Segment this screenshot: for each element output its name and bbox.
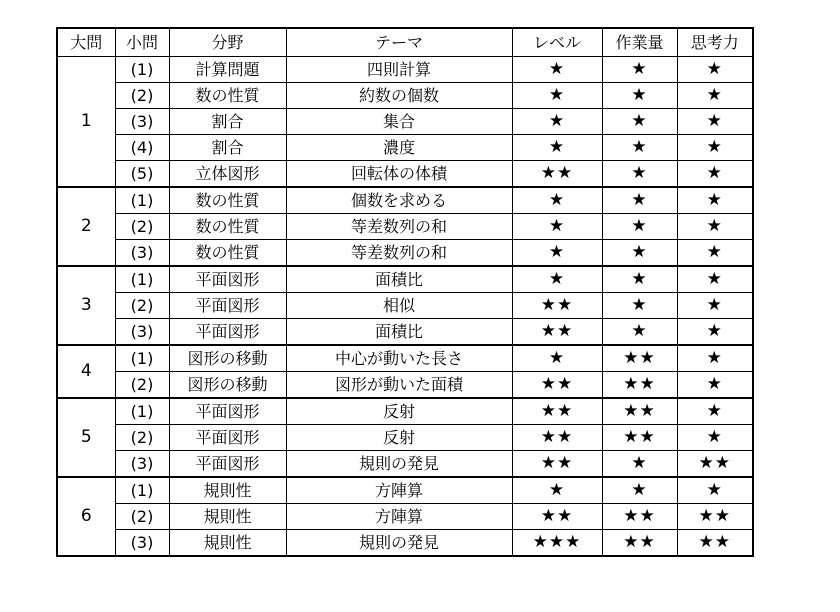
sub-question-cell: (2): [115, 504, 169, 530]
theme-cell: 規則の発見: [286, 451, 512, 478]
field-cell: 計算問題: [169, 57, 286, 83]
level-rating: ★: [512, 83, 602, 109]
theme-cell: 個数を求める: [286, 187, 512, 214]
thinking-rating: ★: [677, 187, 753, 214]
theme-cell: 面積比: [286, 319, 512, 346]
sub-question-cell: (3): [115, 319, 169, 346]
thinking-rating: ★: [677, 425, 753, 451]
workload-rating: ★: [602, 451, 677, 478]
sub-question-cell: (1): [115, 187, 169, 214]
sub-question-cell: (5): [115, 161, 169, 188]
level-rating: ★★: [512, 451, 602, 478]
workload-rating: ★★: [602, 372, 677, 399]
field-cell: 図形の移動: [169, 345, 286, 372]
theme-cell: 回転体の体積: [286, 161, 512, 188]
workload-rating: ★: [602, 240, 677, 267]
field-cell: 数の性質: [169, 83, 286, 109]
theme-cell: 四則計算: [286, 57, 512, 83]
thinking-rating: ★: [677, 161, 753, 188]
theme-cell: 等差数列の和: [286, 240, 512, 267]
thinking-rating: ★: [677, 477, 753, 504]
thinking-rating: ★: [677, 293, 753, 319]
theme-cell: 面積比: [286, 266, 512, 293]
table-row: [57, 398, 753, 425]
header-daimon: 大問: [57, 28, 115, 57]
level-rating: ★: [512, 266, 602, 293]
major-question-cell: 5: [57, 398, 115, 477]
sub-question-cell: (3): [115, 530, 169, 557]
field-cell: 平面図形: [169, 293, 286, 319]
workload-rating: ★: [602, 57, 677, 83]
table-row: [57, 504, 753, 530]
sub-question-cell: (3): [115, 451, 169, 478]
theme-cell: 相似: [286, 293, 512, 319]
field-cell: 数の性質: [169, 214, 286, 240]
table-row: [57, 477, 753, 504]
sub-question-cell: (2): [115, 425, 169, 451]
field-cell: 平面図形: [169, 425, 286, 451]
thinking-rating: ★★: [677, 451, 753, 478]
workload-rating: ★: [602, 293, 677, 319]
level-rating: ★★: [512, 161, 602, 188]
sub-question-cell: (3): [115, 109, 169, 135]
table-row: [57, 451, 753, 478]
thinking-rating: ★: [677, 214, 753, 240]
field-cell: 平面図形: [169, 266, 286, 293]
workload-rating: ★: [602, 319, 677, 346]
theme-cell: 反射: [286, 425, 512, 451]
field-cell: 数の性質: [169, 187, 286, 214]
table-row: [57, 109, 753, 135]
table-row: [57, 530, 753, 557]
level-rating: ★★: [512, 425, 602, 451]
header-shomon: 小問: [115, 28, 169, 57]
level-rating: ★: [512, 135, 602, 161]
level-rating: ★: [512, 57, 602, 83]
table-row: [57, 345, 753, 372]
table-body: [57, 57, 753, 557]
level-rating: ★★: [512, 319, 602, 346]
table-row: [57, 240, 753, 267]
field-cell: 平面図形: [169, 451, 286, 478]
header-thinking: 思考力: [677, 28, 753, 57]
level-rating: ★: [512, 109, 602, 135]
thinking-rating: ★: [677, 319, 753, 346]
workload-rating: ★: [602, 187, 677, 214]
table-row: [57, 161, 753, 188]
field-cell: 規則性: [169, 504, 286, 530]
sub-question-cell: (2): [115, 372, 169, 399]
sub-question-cell: (1): [115, 345, 169, 372]
field-cell: 数の性質: [169, 240, 286, 267]
header-level: レベル: [512, 28, 602, 57]
thinking-rating: ★★: [677, 530, 753, 557]
workload-rating: ★: [602, 477, 677, 504]
level-rating: ★★: [512, 293, 602, 319]
field-cell: 平面図形: [169, 319, 286, 346]
level-rating: ★★: [512, 504, 602, 530]
header-workload: 作業量: [602, 28, 677, 57]
field-cell: 平面図形: [169, 398, 286, 425]
table-row: [57, 372, 753, 399]
workload-rating: ★★: [602, 530, 677, 557]
field-cell: 立体図形: [169, 161, 286, 188]
header-bunya: 分野: [169, 28, 286, 57]
major-question-cell: 2: [57, 187, 115, 266]
level-rating: ★: [512, 345, 602, 372]
table-row: [57, 135, 753, 161]
level-rating: ★: [512, 214, 602, 240]
theme-cell: 規則の発見: [286, 530, 512, 557]
thinking-rating: ★: [677, 345, 753, 372]
table-row: [57, 83, 753, 109]
workload-rating: ★: [602, 135, 677, 161]
field-cell: 割合: [169, 135, 286, 161]
major-question-cell: 6: [57, 477, 115, 556]
level-rating: ★: [512, 477, 602, 504]
sub-question-cell: (1): [115, 477, 169, 504]
major-question-cell: 3: [57, 266, 115, 345]
thinking-rating: ★: [677, 266, 753, 293]
workload-rating: ★★: [602, 398, 677, 425]
theme-cell: 等差数列の和: [286, 214, 512, 240]
header-row: [57, 28, 753, 57]
table-row: [57, 57, 753, 83]
table-row: [57, 266, 753, 293]
theme-cell: 図形が動いた面積: [286, 372, 512, 399]
theme-cell: 方陣算: [286, 477, 512, 504]
level-rating: ★★: [512, 372, 602, 399]
sub-question-cell: (1): [115, 57, 169, 83]
major-question-cell: 1: [57, 57, 115, 188]
level-rating: ★★: [512, 398, 602, 425]
workload-rating: ★★: [602, 504, 677, 530]
thinking-rating: ★: [677, 398, 753, 425]
sub-question-cell: (4): [115, 135, 169, 161]
level-rating: ★: [512, 240, 602, 267]
sub-question-cell: (1): [115, 398, 169, 425]
sub-question-cell: (3): [115, 240, 169, 267]
sub-question-cell: (2): [115, 293, 169, 319]
sub-question-cell: (2): [115, 83, 169, 109]
header-theme: テーマ: [286, 28, 512, 57]
theme-cell: 反射: [286, 398, 512, 425]
field-cell: 図形の移動: [169, 372, 286, 399]
theme-cell: 方陣算: [286, 504, 512, 530]
table-row: [57, 293, 753, 319]
thinking-rating: ★★: [677, 504, 753, 530]
table-row: [57, 319, 753, 346]
sub-question-cell: (1): [115, 266, 169, 293]
theme-cell: 中心が動いた長さ: [286, 345, 512, 372]
theme-cell: 約数の個数: [286, 83, 512, 109]
table-row: [57, 425, 753, 451]
workload-rating: ★: [602, 83, 677, 109]
field-cell: 割合: [169, 109, 286, 135]
thinking-rating: ★: [677, 135, 753, 161]
workload-rating: ★: [602, 266, 677, 293]
workload-rating: ★: [602, 109, 677, 135]
field-cell: 規則性: [169, 477, 286, 504]
field-cell: 規則性: [169, 530, 286, 557]
major-question-cell: 4: [57, 345, 115, 398]
workload-rating: ★★: [602, 345, 677, 372]
thinking-rating: ★: [677, 372, 753, 399]
workload-rating: ★: [602, 214, 677, 240]
problem-analysis-table: [56, 27, 754, 557]
thinking-rating: ★: [677, 83, 753, 109]
thinking-rating: ★: [677, 240, 753, 267]
level-rating: ★: [512, 187, 602, 214]
table-row: [57, 214, 753, 240]
sub-question-cell: (2): [115, 214, 169, 240]
theme-cell: 濃度: [286, 135, 512, 161]
workload-rating: ★: [602, 161, 677, 188]
theme-cell: 集合: [286, 109, 512, 135]
thinking-rating: ★: [677, 57, 753, 83]
table-row: [57, 187, 753, 214]
thinking-rating: ★: [677, 109, 753, 135]
workload-rating: ★★: [602, 425, 677, 451]
level-rating: ★★★: [512, 530, 602, 557]
